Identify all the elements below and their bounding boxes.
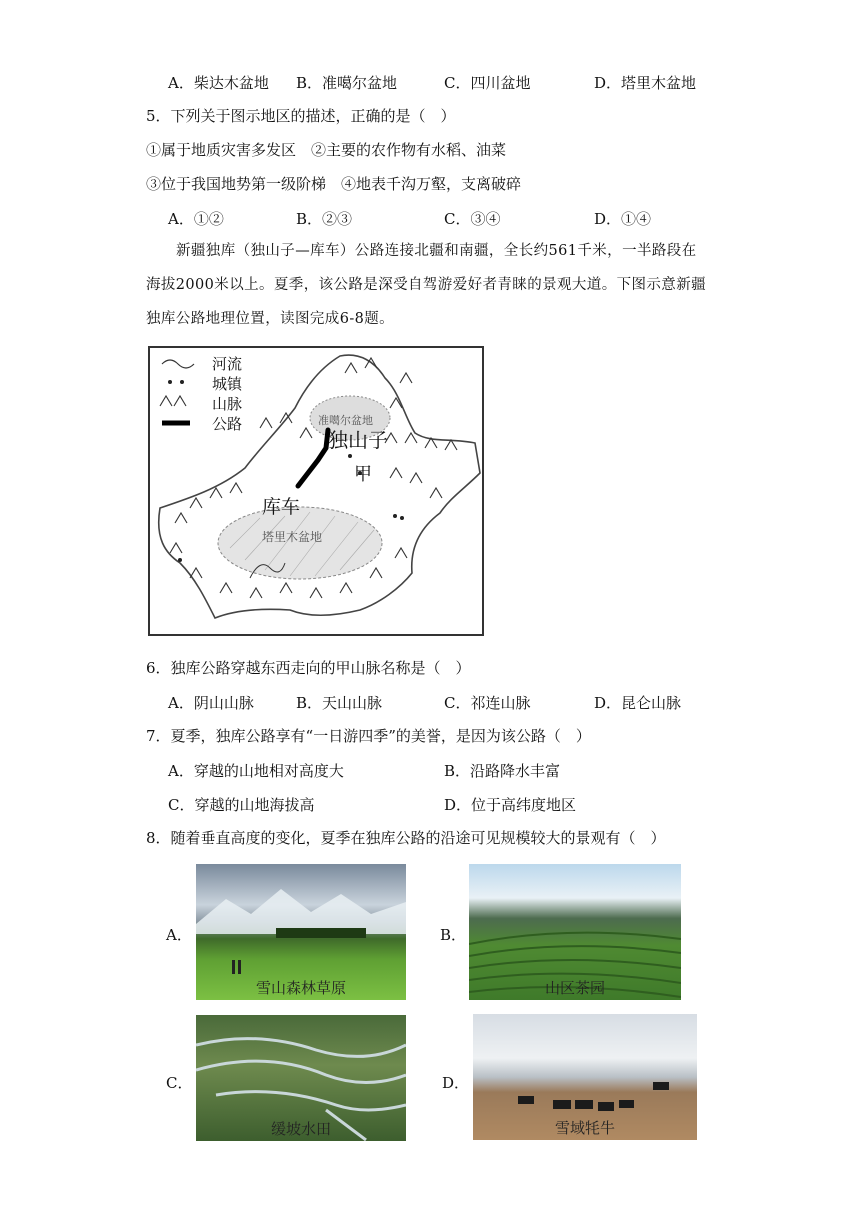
label-junggar-basin: 准噶尔盆地 — [318, 414, 373, 427]
q8-caption-b: 山区茶园 — [544, 979, 605, 997]
q5-option-a: A．①② — [168, 210, 224, 228]
q7-option-d: D．位于高纬度地区 — [444, 796, 577, 814]
q5-statements-1: ①属于地质灾害多发区 ②主要的农作物有水稻、油菜 — [146, 141, 507, 159]
label-tarim-basin: 塔里木盆地 — [262, 530, 323, 544]
q5-option-c: C．③④ — [444, 210, 501, 228]
q6-option-b: B．天山山脉 — [296, 694, 383, 712]
label-dushanzi: 独山子 — [328, 428, 388, 452]
q7-option-a: A．穿越的山地相对高度大 — [168, 762, 344, 780]
q8-option-c-letter: C． — [166, 1074, 193, 1092]
q7-option-b: B．沿路降水丰富 — [444, 762, 561, 780]
q8-image-a — [196, 864, 406, 1000]
q8-image-c — [196, 1015, 406, 1141]
q5-statements-2: ③位于我国地势第一级阶梯 ④地表千沟万壑，支离破碎 — [146, 175, 522, 193]
q6-option-c: C．祁连山脉 — [444, 694, 531, 712]
q8-option-a-letter: A． — [166, 926, 192, 944]
q8-image-d — [473, 1014, 697, 1140]
q7-stem: 7．夏季，独库公路享有“一日游四季”的美誉，是因为该公路（ ） — [146, 727, 591, 745]
passage-text: 新疆独库（独山子—库车）公路连接北疆和南疆，全长约561千米，一半路段在海拔2000米以上。夏季，该公路是深受自驾游爱好者青睐的景观大道。下图示意新疆独库公路地理位置，读图完成6-8题。 — [146, 243, 706, 327]
q8-option-b-letter: B． — [440, 926, 467, 944]
q4-option-a: A．柴达木盆地 — [168, 74, 269, 92]
q6-option-a: A．阴山山脉 — [168, 694, 254, 712]
q8-caption-a: 雪山森林草原 — [255, 979, 346, 997]
legend-river: 河流 — [212, 355, 243, 373]
q4-option-d: D．塔里木盆地 — [594, 74, 697, 92]
q8-caption-c: 缓坡水田 — [270, 1120, 331, 1138]
q8-image-b — [469, 864, 681, 1000]
label-kuche: 库车 — [262, 496, 301, 518]
q7-option-c: C．穿越的山地海拔高 — [168, 796, 315, 814]
q4-option-c: C．四川盆地 — [444, 74, 531, 92]
map-drawing — [150, 348, 482, 634]
q4-option-b: B．准噶尔盆地 — [296, 74, 398, 92]
q8-caption-d: 雪域牦牛 — [554, 1119, 615, 1137]
q5-option-d: D．①④ — [594, 210, 652, 228]
q5-stem: 5．下列关于图示地区的描述，正确的是（ ） — [146, 107, 456, 125]
label-jia-mountains: 甲 — [354, 464, 372, 485]
q5-option-b: B．②③ — [296, 210, 353, 228]
legend-highway: 公路 — [212, 415, 243, 433]
q8-option-d-letter: D． — [442, 1074, 470, 1092]
legend-town: 城镇 — [212, 375, 243, 393]
xinjiang-map — [148, 346, 484, 636]
q6-stem: 6．独库公路穿越东西走向的甲山脉名称是（ ） — [146, 659, 471, 677]
q6-option-d: D．昆仑山脉 — [594, 694, 682, 712]
q8-stem: 8．随着垂直高度的变化，夏季在独库公路的沿途可见规模较大的景观有（ ） — [146, 829, 666, 847]
legend-mountain: 山脉 — [212, 395, 243, 413]
